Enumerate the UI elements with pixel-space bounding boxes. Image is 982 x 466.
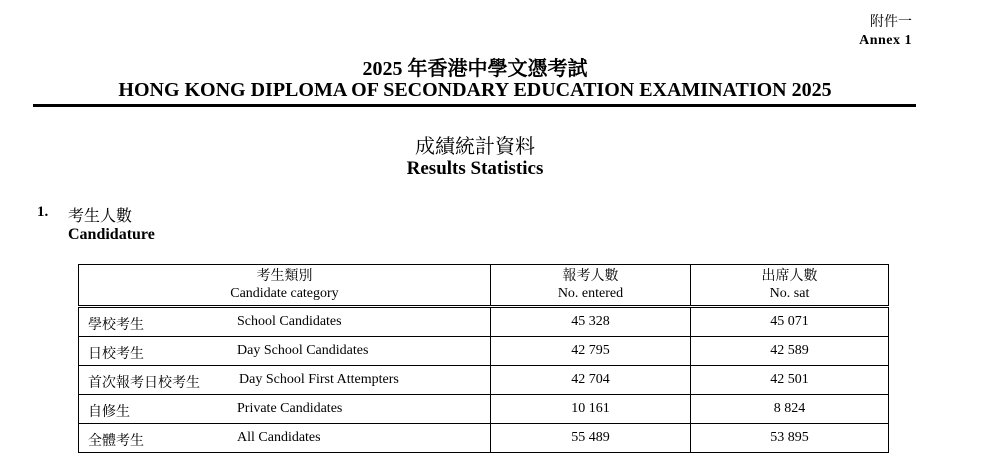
document-title-en: HONG KONG DIPLOMA OF SECONDARY EDUCATION EXAMINATION 2025 (118, 79, 832, 101)
header-category-zh: 考生類別 (256, 269, 313, 284)
category-en: All Candidates (237, 430, 321, 445)
category-cell (79, 395, 491, 424)
table-row (79, 424, 889, 453)
header-entered (490, 265, 690, 307)
category-en: Day School Candidates (237, 343, 369, 358)
document-title-zh: 2025 年香港中學文憑考試 (362, 58, 588, 80)
entered-cell: 42 704 (490, 366, 690, 395)
document-subtitle-zh: 成績統計資料 (415, 136, 535, 158)
category-cell (79, 366, 491, 395)
category-zh: 首次報考日校考生 (88, 376, 200, 391)
table-row (79, 337, 889, 366)
table-header-row (79, 265, 889, 307)
table-row (79, 366, 889, 395)
section-number: 1. (37, 204, 49, 220)
category-zh: 日校考生 (88, 347, 144, 362)
document-subtitle-en: Results Statistics (406, 158, 544, 179)
header-category (79, 265, 491, 307)
section-title-en: Candidature (68, 226, 155, 243)
candidature-table (78, 264, 889, 453)
category-zh: 學校考生 (88, 318, 144, 333)
category-en: Private Candidates (237, 401, 343, 416)
entered-cell: 10 161 (490, 395, 690, 424)
sat-cell: 8 824 (691, 395, 889, 424)
sat-cell: 53 895 (691, 424, 889, 453)
sat-cell: 42 589 (691, 337, 889, 366)
header-sat-en: No. sat (769, 286, 810, 301)
title-divider (33, 104, 916, 107)
category-cell (79, 337, 491, 366)
category-cell (79, 307, 491, 337)
annex-label-zh: 附件一 (870, 15, 912, 30)
header-entered-zh: 報考人數 (562, 269, 619, 284)
sat-cell: 42 501 (691, 366, 889, 395)
table-row (79, 307, 889, 337)
section-title-zh: 考生人數 (68, 208, 133, 225)
annex-label-en: Annex 1 (859, 33, 912, 48)
category-en: Day School First Attempters (239, 372, 399, 387)
header-category-en: Candidate category (230, 286, 339, 301)
category-cell (79, 424, 491, 453)
header-sat (691, 265, 889, 307)
header-sat-zh: 出席人數 (761, 269, 818, 284)
entered-cell: 55 489 (490, 424, 690, 453)
category-zh: 自修生 (88, 405, 130, 420)
entered-cell: 45 328 (490, 307, 690, 337)
sat-cell: 45 071 (691, 307, 889, 337)
category-zh: 全體考生 (88, 434, 144, 449)
entered-cell: 42 795 (490, 337, 690, 366)
header-entered-en: No. entered (557, 286, 624, 301)
category-en: School Candidates (237, 314, 342, 329)
table-row (79, 395, 889, 424)
